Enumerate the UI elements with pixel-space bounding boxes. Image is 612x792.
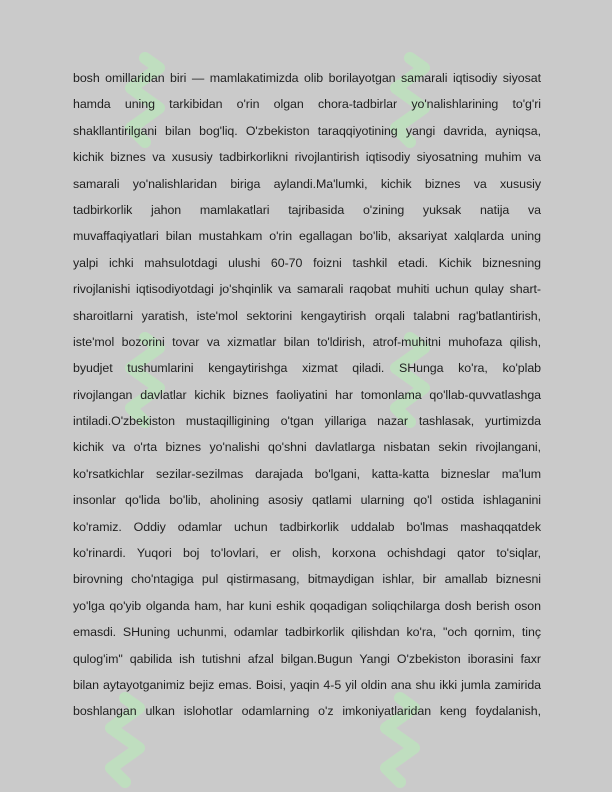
text-line: byudjet tushumlarini kengaytirishga xizmat qiladi. SHunga ko'ra, ko'plab <box>73 361 541 376</box>
text-line: sharoitlarni yaratish, iste'mol sektorini kengaytirish orqali talabni rag'batlantirish, <box>73 308 541 323</box>
text-line: hamda uning tarkibidan o'rin olgan chora-tadbirlar yo'nalishlarining to'g'ri <box>73 97 541 112</box>
text-line: yalpi ichki mahsulotdagi ulushi 60-70 foizni tashkil etadi. Kichik biznesning <box>73 255 541 270</box>
text-line: iste'mol bozorini tovar va xizmatlar bilan to'ldirish, atrof-muhitni muhofaza qilish, <box>73 334 541 349</box>
text-line: shakllantirilgani bilan bog'liq. O'zbekiston taraqqiyotining yangi davrida, ayniqsa, <box>73 123 541 138</box>
text-line: kichik va o'rta biznes yo'nalishi qo'shni davlatlarga nisbatan sekin rivojlangani, <box>73 440 541 455</box>
text-line: ko'rsatkichlar sezilar-sezilmas darajada bo'lgani, katta-katta bizneslar ma'lum <box>73 466 541 481</box>
text-line: bosh omillaridan biri — mamlakatimizda olib borilayotgan samarali iqtisodiy siyosat <box>73 71 541 85</box>
text-line: yo'lga qo'yib olganda ham, har kuni eshik qoqadigan soliqchilarga dosh berish oson <box>73 598 541 613</box>
text-line: samarali yo'nalishlaridan biriga aylandi.Ma'lumki, kichik biznes va xususiy <box>73 176 541 191</box>
text-line: boshlangan ulkan islohotlar odamlarning o'z imkoniyatlaridan keng foydalanish, <box>73 704 541 719</box>
text-line: rivojlangan davlatlar kichik biznes faoliyatini har tomonlama qo'llab-quvvatlashga <box>73 387 541 402</box>
text-line: qulog'im" qabilida ish tutishni afzal bilgan.Bugun Yangi O'zbekiston iborasini faxr <box>73 651 541 666</box>
text-line: birovning cho'ntagiga pul qistirmasang, bitmaydigan ishlar, bir amallab biznesni <box>73 572 541 587</box>
text-line: ko'rinardi. Yuqori boj to'lovlari, er olish, korxona ochishdagi qator to'siqlar, <box>73 546 541 561</box>
body-paragraph <box>73 65 541 725</box>
text-line: muvaffaqiyatlari bilan mustahkam o'rin egallagan bo'lib, aksariyat xalqlarda uning <box>73 229 541 244</box>
text-line: ko'ramiz. Oddiy odamlar uchun tadbirkorlik uddalab bo'lmas mashaqqatdek <box>73 519 541 534</box>
text-line: tadbirkorlik jahon mamlakatlari tajribasida o'zining yuksak natija va <box>73 202 541 217</box>
text-line: kichik biznes va xususiy tadbirkorlikni rivojlantirish iqtisodiy siyosatning muhim va <box>73 150 541 165</box>
text-line: bilan aytayotganimiz bejiz emas. Boisi, yaqin 4-5 yil oldin ana shu ikki jumla zamirida <box>73 677 541 692</box>
text-line: intiladi.O'zbekiston mustaqilligining o'tgan yillariga nazar tashlasak, yurtimizda <box>73 414 541 429</box>
text-line: insonlar qo'lida bo'lib, aholining asosiy qatlami ularning qo'l ostida ishlaganini <box>73 493 541 508</box>
text-line: rivojlanishi iqtisodiyotdagi jo'shqinlik va samarali raqobat muhiti uchun qulay shart- <box>73 282 541 297</box>
text-line: emasdi. SHuning uchunmi, odamlar tadbirkorlik qilishdan ko'ra, "och qornim, tinç <box>73 625 541 640</box>
